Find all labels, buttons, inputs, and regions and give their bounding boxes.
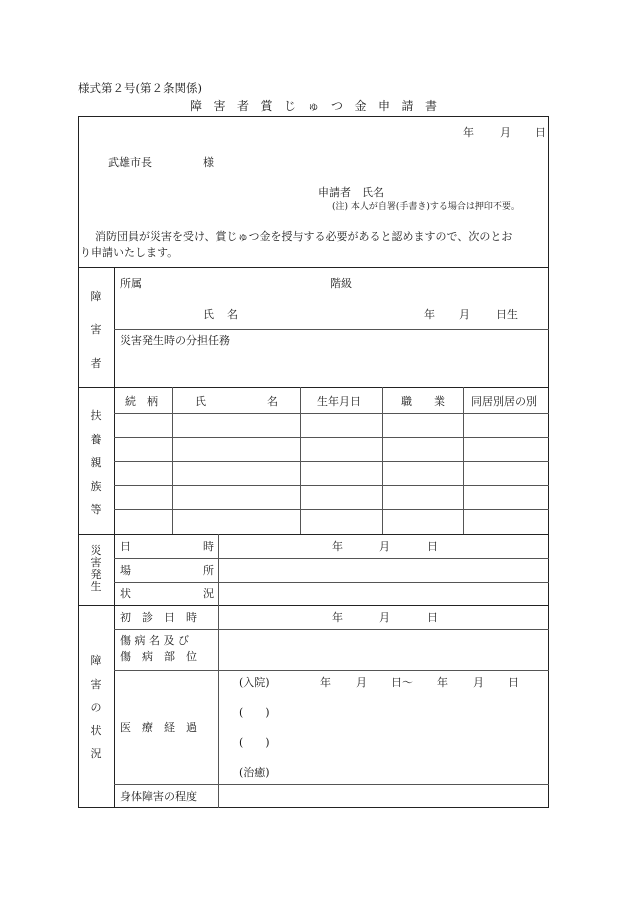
admission-month: 月 xyxy=(356,676,367,689)
discharge-day: 日 xyxy=(508,676,519,689)
injury-name-label-2: 傷 病 部 位 xyxy=(120,650,197,663)
divider xyxy=(114,558,549,559)
admission-day-tilde: 日〜 xyxy=(391,676,413,689)
rank-label: 階級 xyxy=(330,277,352,290)
admission-label: (入院) xyxy=(239,676,270,689)
form-number: 様式第２号(第２条関係) xyxy=(78,81,202,95)
side-label-char: 況 xyxy=(90,747,102,760)
disaster-month: 月 xyxy=(379,540,390,553)
cured-label: (治癒) xyxy=(239,766,270,779)
side-label-char: 害 xyxy=(90,556,102,569)
divider xyxy=(78,387,549,388)
divider xyxy=(218,605,219,808)
col-name-shi: 氏 xyxy=(195,395,206,408)
side-label-char: 状 xyxy=(90,724,102,737)
name-label-shi: 氏 xyxy=(203,308,214,321)
table-col-line xyxy=(463,387,464,534)
addressee-honorific: 様 xyxy=(203,156,214,169)
discharge-month: 月 xyxy=(473,676,484,689)
first-visit-day: 日 xyxy=(427,611,438,624)
col-relation: 続 柄 xyxy=(125,395,158,408)
divider xyxy=(218,534,219,605)
side-label-char: 者 xyxy=(90,357,102,370)
disability-degree-label: 身体障害の程度 xyxy=(120,790,197,803)
form-frame xyxy=(78,116,549,808)
table-row-line xyxy=(114,413,549,414)
table-row-line xyxy=(114,485,549,486)
divider xyxy=(78,534,549,535)
divider xyxy=(114,267,115,808)
side-label-char: 族 xyxy=(90,480,102,493)
place-label-a: 場 xyxy=(120,564,131,577)
divider xyxy=(114,629,549,630)
side-label-char: 生 xyxy=(90,580,102,593)
table-row-line xyxy=(114,509,549,510)
side-label-char: 害 xyxy=(90,678,102,691)
side-label-char: の xyxy=(90,701,102,714)
side-label-char: 害 xyxy=(90,323,102,336)
date-day: 日 xyxy=(535,126,546,139)
birth-day: 日生 xyxy=(496,308,518,321)
disaster-year: 年 xyxy=(332,540,343,553)
birth-year: 年 xyxy=(424,308,435,321)
status-label-b: 況 xyxy=(203,587,214,600)
side-label-char: 養 xyxy=(90,433,102,446)
first-visit-month: 月 xyxy=(379,611,390,624)
col-living: 同居別居の別 xyxy=(471,395,537,408)
place-label-b: 所 xyxy=(203,564,214,577)
treatment-paren-2: ( ) xyxy=(239,736,270,749)
side-label-char: 親 xyxy=(90,456,102,469)
status-label-a: 状 xyxy=(120,587,131,600)
divider xyxy=(114,582,549,583)
injury-name-label-1: 傷 病 名 及 び xyxy=(120,634,189,647)
first-visit-year: 年 xyxy=(332,611,343,624)
form-title: 障害者賞じゅつ金申請書 xyxy=(190,99,449,113)
treatment-paren-1: ( ) xyxy=(239,706,270,719)
date-month: 月 xyxy=(500,126,511,139)
treatment-label: 医 療 経 過 xyxy=(120,721,197,734)
table-row-line xyxy=(114,437,549,438)
table-col-line xyxy=(300,387,301,534)
datetime-label-b: 時 xyxy=(203,540,214,553)
table-col-line xyxy=(172,387,173,534)
side-label-char: 災 xyxy=(90,544,102,557)
statement-line-2: り申請いたします。 xyxy=(80,246,179,259)
side-label-char: 発 xyxy=(90,568,102,581)
col-job: 職 業 xyxy=(401,395,445,408)
first-visit-label: 初 診 日 時 xyxy=(120,611,197,624)
seal-note: (注) 本人が自署(手書き)する場合は押印不要。 xyxy=(332,202,520,212)
addressee: 武雄市長 xyxy=(108,156,152,169)
date-year: 年 xyxy=(463,126,474,139)
duty-label: 災害発生時の分担任務 xyxy=(120,334,230,347)
datetime-label-a: 日 xyxy=(120,540,131,553)
affiliation-label: 所属 xyxy=(120,277,142,290)
col-name-mei: 名 xyxy=(267,395,278,408)
col-birth: 生年月日 xyxy=(317,395,361,408)
name-label-mei: 名 xyxy=(227,308,238,321)
side-label-char: 等 xyxy=(90,503,102,516)
side-label-char: 扶 xyxy=(90,409,102,422)
table-row-line xyxy=(114,461,549,462)
divider xyxy=(114,329,549,330)
admission-year: 年 xyxy=(320,676,331,689)
discharge-year: 年 xyxy=(437,676,448,689)
divider xyxy=(114,784,549,785)
divider xyxy=(78,605,549,606)
table-col-line xyxy=(382,387,383,534)
applicant-label: 申請者 氏名 xyxy=(318,186,384,199)
birth-month: 月 xyxy=(459,308,470,321)
divider xyxy=(114,670,549,671)
side-label-char: 障 xyxy=(90,290,102,303)
side-label-char: 障 xyxy=(90,654,102,667)
divider xyxy=(78,267,549,268)
statement-line-1: 消防団員が災害を受け、賞じゅつ金を授与する必要があると認めますので、次のとお xyxy=(95,230,513,243)
disaster-day: 日 xyxy=(427,540,438,553)
